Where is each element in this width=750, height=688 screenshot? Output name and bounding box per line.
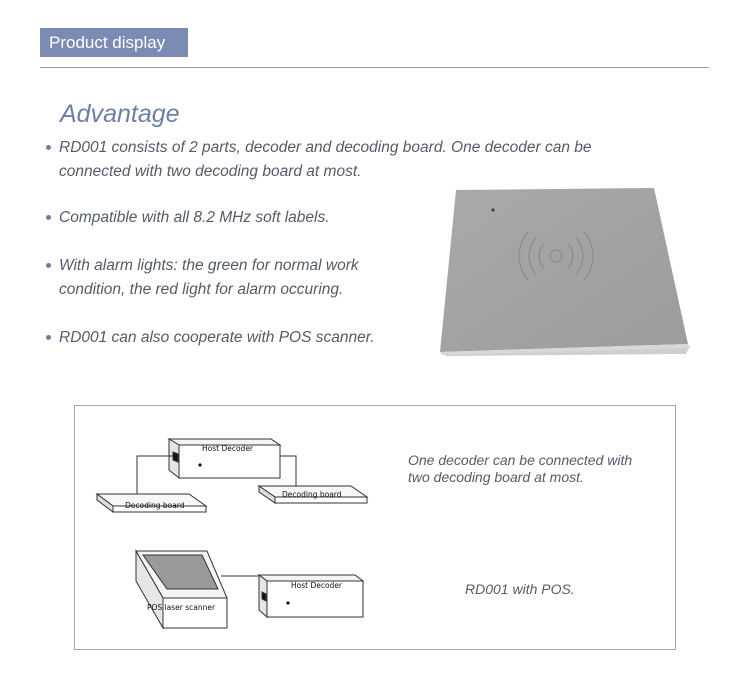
advantage-item <box>44 206 330 230</box>
product-image <box>432 184 694 360</box>
bullet-dot-icon <box>46 335 51 340</box>
caption-line: two decoding board at most. <box>408 469 584 485</box>
advantage-item-line: Compatible with all 8.2 MHz soft labels. <box>59 209 330 226</box>
host-decoder-bottom-label: Host Decoder <box>291 581 343 590</box>
bottom-diagram-caption: RD001 with POS. <box>465 581 575 597</box>
pos-scanner <box>136 551 227 628</box>
bullet-dot-icon <box>46 145 51 150</box>
advantage-item <box>44 326 375 350</box>
connection-diagram <box>75 406 677 651</box>
advantage-item <box>44 136 592 184</box>
host-decoder-label: Host Decoder <box>202 444 254 453</box>
decoding-board-right-label: Decoding board <box>282 490 342 499</box>
advantage-item-line: RD001 can also cooperate with POS scanner. <box>59 329 375 346</box>
advantage-item-line: connected with two decoding board at most. <box>59 163 362 180</box>
pos-scanner-label: POS laser scanner <box>147 603 216 612</box>
caption-line: One decoder can be connected with <box>408 452 633 468</box>
advantage-item-line: RD001 consists of 2 parts, decoder and decoding board. One decoder can be <box>59 139 592 156</box>
advantage-item-line: condition, the red light for alarm occuring. <box>59 281 344 298</box>
decoding-board-left-label: Decoding board <box>125 501 185 510</box>
bullet-dot-icon <box>46 263 51 268</box>
section-divider <box>40 67 709 68</box>
advantage-item <box>44 254 359 302</box>
advantage-title: Advantage <box>60 100 180 128</box>
bullet-dot-icon <box>46 215 51 220</box>
diagram-panel <box>74 405 676 650</box>
advantage-item-line: With alarm lights: the green for normal work <box>59 257 359 274</box>
section-tab: Product display <box>40 28 188 57</box>
top-diagram-caption <box>408 452 632 486</box>
